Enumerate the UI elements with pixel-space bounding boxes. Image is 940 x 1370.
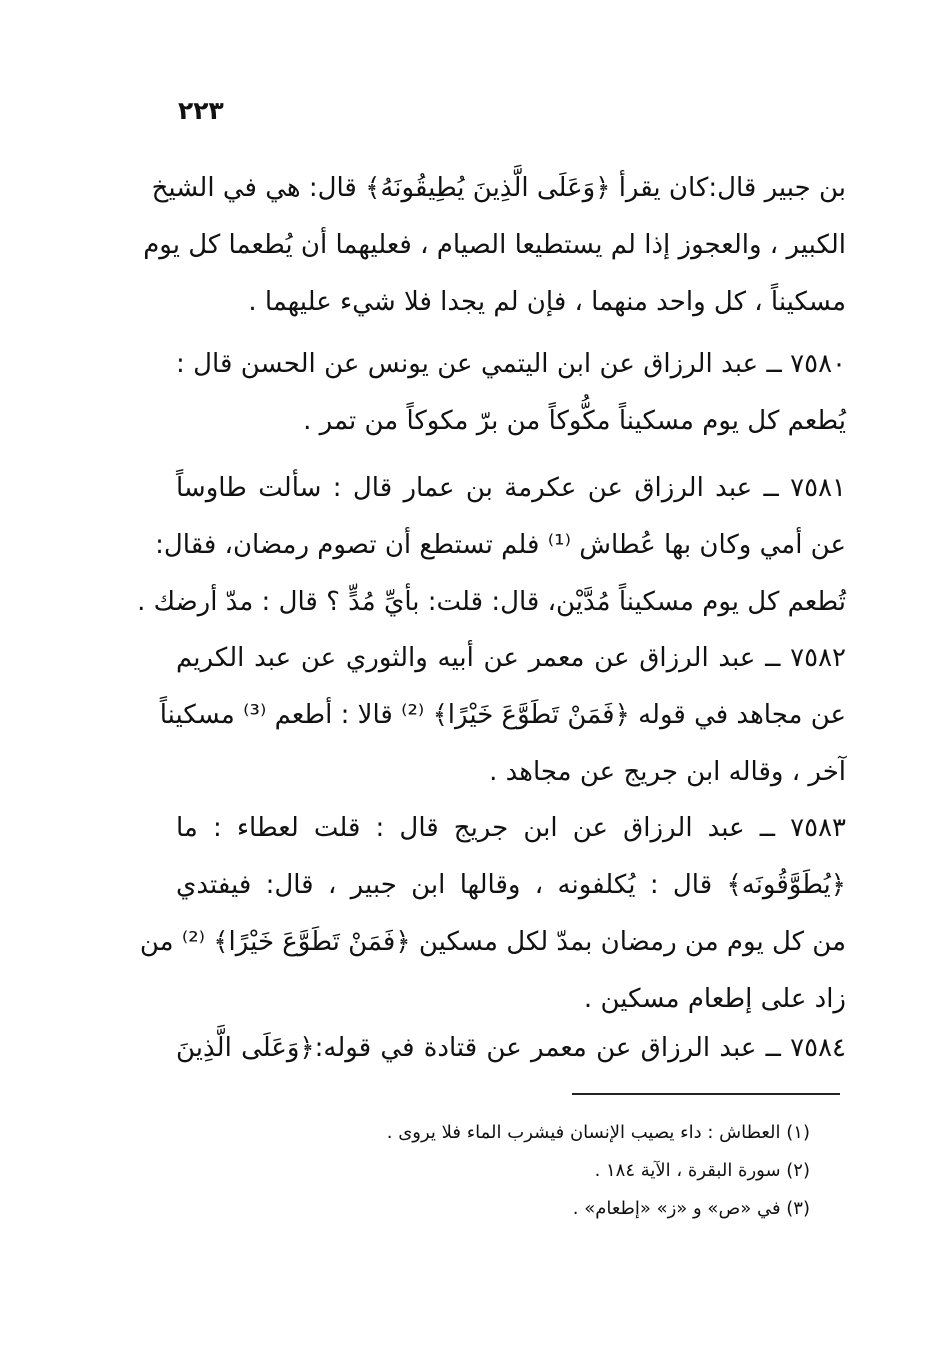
text-line: ٧٥٨٠ ــ عبد الرزاق عن ابن اليتمي عن يونس عن الحسن قال : xyxy=(176,349,846,379)
paragraph-7580 xyxy=(176,336,846,450)
text-line: مسكيناً ، كل واحد منهما ، فإن لم يجدا فلا شيء عليهما . xyxy=(248,287,846,317)
text-line: ٧٥٨٢ ــ عبد الرزاق عن معمر عن أبيه والثوري عن عبد الكريم xyxy=(176,643,846,673)
page-number: ٢٢٣ xyxy=(178,96,224,125)
footnote-3: (٣) في «ص» و «ز» «إطعام» . xyxy=(572,1198,810,1219)
footnote-2: (٢) سورة البقرة ، الآية ١٨٤ . xyxy=(594,1160,810,1181)
paragraph-7584 xyxy=(176,1020,846,1077)
text-line: عن مجاهد في قوله ﴿فَمَنْ تَطَوَّعَ خَيْرًا﴾ ⁽²⁾ قالا : أطعم ⁽³⁾ مسكيناً xyxy=(159,700,846,730)
paragraph-7583 xyxy=(139,800,846,1028)
text-line: الكبير ، والعجوز إذا لم يستطيعا الصيام ، فعليهما أن يُطعما كل يوم xyxy=(143,230,846,260)
text-line: يُطعم كل يوم مسكيناً مكُّوكاً من برّ مكوكاً من تمر . xyxy=(303,406,846,436)
text-line: تُطعم كل يوم مسكيناً مُدَّيْن، قال: قلت: بأيِّ مُدٍّ ؟ قال : مدّ أرضك . xyxy=(137,587,846,617)
text-line: عن أمي وكان بها عُطاش ⁽¹⁾ فلم تستطع أن تصوم رمضان، فقال: xyxy=(155,530,846,560)
text-line: من كل يوم من رمضان بمدّ لكل مسكين ﴿فَمَنْ تَطَوَّعَ خَيْرًا﴾ ⁽²⁾ من xyxy=(139,927,846,957)
paragraph xyxy=(143,160,846,331)
text-line: ٧٥٨٣ ــ عبد الرزاق عن ابن جريج قال : قلت لعطاء : ما xyxy=(176,813,846,843)
text-line: ٧٥٨٤ ــ عبد الرزاق عن معمر عن قتادة في قوله:﴿وَعَلَى الَّذِينَ xyxy=(176,1033,846,1063)
paragraph-7581 xyxy=(137,460,846,631)
text-line: آخر ، وقاله ابن جريج عن مجاهد . xyxy=(489,757,846,787)
text-line: ﴿يُطَوَّقُونَه﴾ قال : يُكلفونه ، وقالها ابن جبير ، قال: فيفتدي xyxy=(176,870,846,900)
footnotes xyxy=(300,1114,810,1228)
paragraph-7582 xyxy=(159,630,846,801)
text-line: بن جبير قال:كان يقرأ ﴿وَعَلَى الَّذِينَ يُطِيقُونَهُ﴾ قال: هي في الشيخ xyxy=(151,173,846,203)
footnote-1: (١) العطاش : داء يصيب الإنسان فيشرب الماء فلا يروى . xyxy=(386,1122,810,1143)
text-line: زاد على إطعام مسكين . xyxy=(583,984,846,1014)
text-line: ٧٥٨١ ــ عبد الرزاق عن عكرمة بن عمار قال : سألت طاوساً xyxy=(176,473,846,503)
footnote-divider xyxy=(572,1093,840,1095)
